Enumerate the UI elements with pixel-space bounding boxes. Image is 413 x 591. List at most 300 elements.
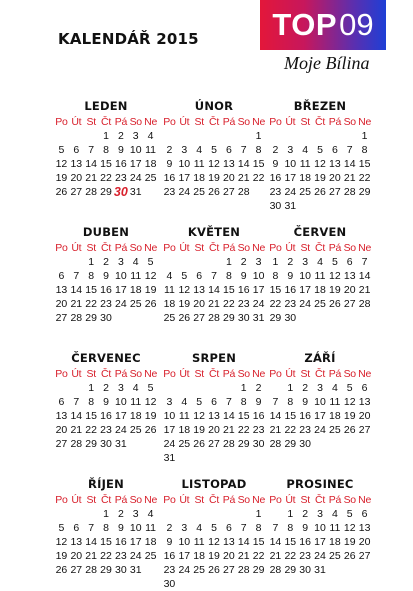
day-cell: 21 — [208, 298, 220, 310]
day-cell: 24 — [178, 186, 191, 198]
empty-cell — [192, 507, 207, 521]
month-6 — [268, 224, 372, 325]
empty-cell — [192, 255, 207, 269]
day-cell: 8 — [255, 144, 262, 156]
day-cell: 11 — [145, 522, 157, 534]
empty-cell — [357, 563, 372, 577]
weekday-label: Út — [285, 242, 296, 254]
day-cell: 5 — [196, 396, 203, 408]
weekday-label: St — [86, 242, 96, 254]
day-cell: 11 — [329, 396, 341, 408]
week-row — [162, 395, 266, 409]
month-name: PROSINEC — [286, 477, 354, 491]
weekday-label: Út — [179, 242, 190, 254]
month-name: ČERVENEC — [71, 351, 141, 365]
day-cell: 20 — [70, 172, 83, 184]
day-cell: 13 — [193, 284, 205, 296]
week-row — [162, 185, 266, 199]
day-cell: 5 — [58, 522, 65, 534]
week-row — [54, 563, 158, 577]
day-cell: 26 — [329, 298, 341, 310]
day-cell: 5 — [346, 382, 353, 394]
week-row — [162, 381, 266, 395]
week-row — [268, 535, 372, 549]
empty-cell — [313, 199, 328, 213]
day-cell: 1 — [103, 130, 109, 142]
week-row — [268, 409, 372, 423]
week-row — [54, 143, 158, 157]
weekday-header — [268, 241, 372, 255]
day-cell: 9 — [117, 522, 124, 534]
day-cell: 5 — [211, 522, 217, 534]
weekday-label: Út — [71, 116, 82, 128]
weekday-label: St — [194, 368, 204, 380]
month-4 — [54, 224, 158, 325]
day-cell: 24 — [115, 424, 127, 436]
weekday-label: Po — [163, 242, 176, 254]
day-cell: 17 — [178, 172, 191, 184]
day-cell: 27 — [329, 186, 341, 198]
weekday-label: St — [86, 116, 96, 128]
day-cell: 23 — [269, 186, 282, 198]
month-name: SRPEN — [191, 351, 237, 365]
day-cell: 7 — [361, 256, 368, 268]
weekday-label: Čt — [315, 242, 325, 254]
day-cell: 8 — [361, 144, 368, 156]
day-cell: 10 — [163, 410, 176, 422]
day-cell: 4 — [196, 144, 203, 156]
day-cell: 22 — [237, 424, 250, 436]
weekday-label: Ne — [358, 494, 371, 506]
day-cell: 27 — [223, 186, 235, 198]
day-cell: 16 — [115, 536, 127, 548]
day-cell: 16 — [269, 172, 282, 184]
weekday-label: Po — [55, 116, 68, 128]
day-cell: 21 — [85, 550, 97, 562]
day-cell: 12 — [343, 396, 356, 408]
month-3 — [268, 98, 372, 213]
week-row — [162, 507, 266, 521]
weekday-label: Ne — [358, 242, 371, 254]
day-cell: 15 — [284, 410, 297, 422]
day-cell: 6 — [361, 382, 368, 394]
empty-cell — [207, 451, 222, 465]
weekday-label: St — [194, 494, 204, 506]
empty-cell — [192, 577, 207, 591]
weekday-label: Po — [55, 242, 68, 254]
week-row — [54, 185, 158, 199]
empty-cell — [54, 255, 69, 269]
day-cell: 3 — [181, 522, 188, 534]
weekday-label: St — [86, 494, 96, 506]
weekday-label: Po — [55, 368, 68, 380]
week-row — [162, 143, 266, 157]
empty-cell — [298, 311, 313, 325]
day-cell: 25 — [163, 312, 176, 324]
empty-cell — [251, 185, 266, 199]
weekday-label: Pá — [114, 116, 127, 128]
day-cell: 17 — [163, 424, 176, 436]
weekday-label: Pá — [328, 116, 341, 128]
day-cell: 4 — [132, 256, 139, 268]
day-cell: 10 — [115, 270, 127, 282]
day-cell: 23 — [100, 424, 112, 436]
day-cell: 9 — [117, 144, 124, 156]
weekday-label: Út — [71, 242, 82, 254]
week-row — [54, 409, 158, 423]
weekday-label: Ne — [144, 242, 157, 254]
day-cell: 23 — [115, 172, 127, 184]
day-cell: 14 — [358, 270, 371, 282]
day-cell: 17 — [252, 284, 265, 296]
weekday-label: Po — [269, 242, 282, 254]
day-cell: 22 — [252, 550, 265, 562]
empty-cell — [54, 507, 69, 521]
day-cell: 30 — [252, 438, 265, 450]
day-cell: 22 — [252, 172, 265, 184]
day-cell: 5 — [147, 256, 154, 268]
empty-cell — [342, 563, 357, 577]
day-cell: 29 — [100, 564, 112, 576]
empty-cell — [221, 451, 236, 465]
empty-cell — [192, 381, 207, 395]
day-cell: 16 — [115, 158, 127, 170]
day-cell: 6 — [196, 270, 203, 282]
day-cell: 8 — [272, 270, 279, 282]
day-cell: 6 — [225, 522, 232, 534]
day-cell: 20 — [193, 298, 205, 310]
empty-cell — [143, 185, 158, 199]
day-cell: 19 — [208, 172, 220, 184]
day-cell: 15 — [237, 410, 250, 422]
day-cell: 23 — [100, 298, 112, 310]
day-cell: 7 — [272, 522, 279, 534]
day-cell: 6 — [73, 144, 80, 156]
day-cell: 18 — [178, 424, 191, 436]
empty-cell — [84, 507, 99, 521]
weekday-label: St — [300, 116, 310, 128]
day-cell: 11 — [130, 396, 142, 408]
day-cell: 5 — [317, 144, 323, 156]
day-cell: 5 — [58, 144, 65, 156]
day-cell: 14 — [70, 410, 83, 422]
day-cell: 3 — [181, 144, 188, 156]
empty-cell — [236, 129, 251, 143]
day-cell: 10 — [129, 144, 142, 156]
day-cell: 2 — [302, 508, 309, 520]
day-cell: 24 — [284, 186, 297, 198]
week-row — [54, 423, 158, 437]
day-cell: 11 — [193, 158, 205, 170]
day-cell: 18 — [129, 284, 142, 296]
week-row — [162, 409, 266, 423]
day-cell: 24 — [129, 172, 142, 184]
day-cell: 30 — [299, 438, 311, 450]
day-cell: 29 — [252, 564, 265, 576]
day-cell: 26 — [343, 424, 356, 436]
empty-cell — [283, 129, 298, 143]
month-2 — [162, 98, 266, 199]
day-cell: 3 — [117, 256, 124, 268]
day-cell: 19 — [144, 284, 157, 296]
day-cell: 30 — [284, 312, 297, 324]
week-row — [268, 563, 372, 577]
day-cell: 1 — [225, 256, 232, 268]
day-cell: 3 — [317, 508, 323, 520]
week-row — [54, 283, 158, 297]
day-cell: 28 — [343, 186, 356, 198]
day-cell: 14 — [85, 536, 97, 548]
day-cell: 8 — [255, 522, 262, 534]
weekday-label: Pá — [328, 242, 341, 254]
day-cell: 27 — [55, 438, 68, 450]
day-cell: 8 — [240, 396, 247, 408]
day-cell: 19 — [178, 298, 191, 310]
weekday-label: Út — [179, 368, 190, 380]
day-cell: 23 — [284, 298, 297, 310]
day-cell: 4 — [181, 396, 188, 408]
day-cell: 14 — [237, 536, 250, 548]
day-cell: 20 — [329, 172, 341, 184]
day-cell: 4 — [302, 144, 309, 156]
day-cell: 17 — [284, 172, 297, 184]
day-cell: 20 — [55, 424, 68, 436]
highlighted-day: 30 — [113, 185, 128, 199]
day-cell: 16 — [237, 284, 250, 296]
weekday-label: St — [194, 242, 204, 254]
day-cell: 14 — [223, 410, 235, 422]
weekday-label: So — [129, 116, 142, 128]
empty-cell — [162, 255, 177, 269]
day-cell: 1 — [272, 256, 279, 268]
weekday-label: So — [129, 242, 142, 254]
day-cell: 24 — [163, 438, 176, 450]
day-cell: 21 — [343, 172, 356, 184]
day-cell: 26 — [178, 312, 191, 324]
day-cell: 1 — [361, 130, 368, 142]
calendar-title: KALENDÁŘ 2015 — [58, 30, 199, 48]
month-12 — [268, 476, 372, 577]
day-cell: 12 — [144, 396, 157, 408]
day-cell: 24 — [299, 298, 311, 310]
empty-cell — [298, 129, 313, 143]
day-cell: 31 — [129, 186, 142, 198]
week-row — [162, 297, 266, 311]
empty-cell — [313, 129, 328, 143]
empty-cell — [84, 129, 99, 143]
weekday-label: Út — [179, 116, 190, 128]
day-cell: 23 — [299, 424, 311, 436]
day-cell: 26 — [208, 564, 220, 576]
day-cell: 1 — [103, 508, 109, 520]
week-row — [268, 311, 372, 325]
day-cell: 6 — [331, 144, 338, 156]
day-cell: 26 — [55, 564, 68, 576]
weekday-label: Ne — [144, 494, 157, 506]
day-cell: 19 — [314, 172, 326, 184]
weekday-label: Út — [71, 494, 82, 506]
day-cell: 30 — [269, 200, 282, 212]
day-cell: 5 — [211, 144, 217, 156]
empty-cell — [327, 129, 342, 143]
day-cell: 1 — [255, 130, 262, 142]
weekday-label: Pá — [222, 494, 235, 506]
day-cell: 7 — [88, 144, 95, 156]
month-name: LISTOPAD — [181, 477, 247, 491]
weekday-label: Pá — [114, 242, 127, 254]
day-cell: 28 — [70, 438, 83, 450]
day-cell: 31 — [115, 438, 127, 450]
month-name: KVĚTEN — [187, 225, 241, 239]
day-cell: 10 — [284, 158, 297, 170]
day-cell: 25 — [144, 550, 157, 562]
day-cell: 10 — [252, 270, 265, 282]
week-row — [162, 311, 266, 325]
day-cell: 11 — [178, 410, 190, 422]
empty-cell — [207, 507, 222, 521]
weekday-label: Po — [55, 494, 68, 506]
day-cell: 18 — [144, 536, 157, 548]
day-cell: 9 — [255, 396, 262, 408]
day-cell: 26 — [144, 424, 157, 436]
empty-cell — [69, 255, 84, 269]
weekday-label: Út — [285, 494, 296, 506]
day-cell: 18 — [329, 536, 341, 548]
week-row — [54, 549, 158, 563]
subtitle-moje-bilina: Moje Bílina — [284, 53, 370, 73]
month-name: ÚNOR — [194, 99, 234, 113]
day-cell: 25 — [144, 172, 157, 184]
day-cell: 22 — [284, 550, 297, 562]
weekday-label: Po — [269, 116, 282, 128]
day-cell: 20 — [70, 550, 83, 562]
day-cell: 29 — [100, 186, 112, 198]
empty-cell — [327, 437, 342, 451]
day-cell: 15 — [223, 284, 235, 296]
empty-cell — [143, 437, 158, 451]
day-cell: 9 — [302, 522, 309, 534]
day-cell: 26 — [343, 550, 356, 562]
day-cell: 29 — [223, 312, 235, 324]
day-cell: 4 — [317, 256, 323, 268]
day-cell: 30 — [237, 312, 250, 324]
day-cell: 22 — [223, 298, 235, 310]
day-cell: 6 — [73, 522, 80, 534]
week-row — [268, 395, 372, 409]
empty-cell — [177, 129, 192, 143]
weekday-label: Čt — [101, 494, 111, 506]
day-cell: 18 — [163, 298, 176, 310]
empty-cell — [162, 507, 177, 521]
day-cell: 28 — [358, 298, 371, 310]
day-cell: 8 — [287, 522, 294, 534]
day-cell: 13 — [329, 158, 341, 170]
empty-cell — [327, 563, 342, 577]
week-row — [268, 507, 372, 521]
week-row — [54, 297, 158, 311]
weekday-header — [162, 241, 266, 255]
week-row — [162, 521, 266, 535]
weekday-label: Pá — [222, 116, 235, 128]
day-cell: 24 — [115, 298, 127, 310]
week-row — [268, 143, 372, 157]
day-cell: 22 — [358, 172, 371, 184]
empty-cell — [298, 199, 313, 213]
day-cell: 2 — [103, 382, 109, 394]
day-cell: 7 — [211, 270, 217, 282]
day-cell: 9 — [166, 536, 173, 548]
day-cell: 27 — [358, 424, 371, 436]
weekday-header — [268, 493, 372, 507]
week-row — [268, 381, 372, 395]
day-cell: 31 — [163, 452, 176, 464]
empty-cell — [357, 199, 372, 213]
day-cell: 3 — [132, 130, 139, 142]
week-row — [268, 269, 372, 283]
day-cell: 26 — [193, 438, 205, 450]
day-cell: 3 — [255, 256, 262, 268]
weekday-label: Čt — [209, 494, 219, 506]
weekday-label: So — [343, 368, 356, 380]
day-cell: 29 — [284, 438, 297, 450]
day-cell: 24 — [314, 550, 326, 562]
week-row — [162, 549, 266, 563]
empty-cell — [313, 437, 328, 451]
day-cell: 7 — [346, 144, 353, 156]
day-cell: 13 — [343, 270, 356, 282]
day-cell: 4 — [166, 270, 173, 282]
day-cell: 30 — [163, 578, 176, 590]
day-cell: 6 — [225, 144, 232, 156]
weekday-label: Čt — [315, 116, 325, 128]
day-cell: 8 — [88, 396, 95, 408]
day-cell: 18 — [193, 172, 205, 184]
day-cell: 29 — [269, 312, 282, 324]
day-cell: 16 — [252, 410, 265, 422]
empty-cell — [69, 507, 84, 521]
day-cell: 22 — [85, 298, 97, 310]
weekday-label: So — [237, 242, 250, 254]
day-cell: 15 — [269, 284, 282, 296]
top09-logo — [260, 0, 386, 50]
empty-cell — [54, 129, 69, 143]
weekday-label: Čt — [315, 368, 325, 380]
day-cell: 18 — [329, 410, 341, 422]
day-cell: 12 — [208, 536, 220, 548]
week-row — [268, 283, 372, 297]
day-cell: 25 — [178, 438, 191, 450]
day-cell: 3 — [132, 508, 139, 520]
empty-cell — [251, 451, 266, 465]
week-row — [268, 157, 372, 171]
day-cell: 3 — [287, 144, 294, 156]
week-row — [268, 521, 372, 535]
day-cell: 21 — [70, 424, 83, 436]
day-cell: 18 — [144, 158, 157, 170]
day-cell: 23 — [237, 298, 250, 310]
day-cell: 14 — [208, 284, 220, 296]
weekday-label: So — [237, 368, 250, 380]
day-cell: 30 — [100, 312, 112, 324]
day-cell: 2 — [166, 144, 173, 156]
empty-cell — [221, 577, 236, 591]
week-row — [162, 255, 266, 269]
day-cell: 13 — [358, 396, 371, 408]
day-cell: 29 — [85, 312, 97, 324]
day-cell: 28 — [85, 186, 97, 198]
day-cell: 21 — [237, 172, 250, 184]
week-row — [54, 437, 158, 451]
